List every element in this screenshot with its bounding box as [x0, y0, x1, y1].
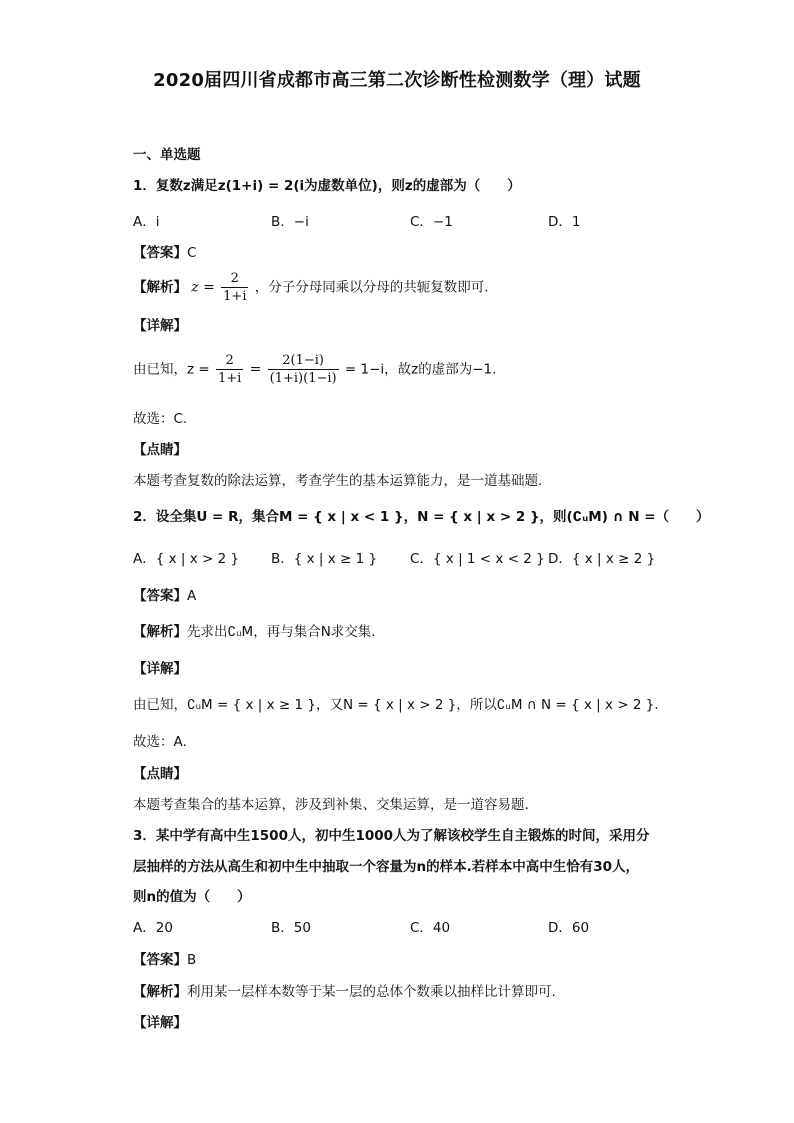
q2-option-a: A．{ x | x > 2 }	[133, 551, 240, 567]
q2-answer-value: A	[187, 588, 197, 604]
q1-detail-post: = 1−i，故z的虚部为−1.	[344, 361, 497, 378]
q1-detail	[133, 352, 496, 387]
q2-analysis-text: 先求出∁ᵤM，再与集合N求交集.	[187, 624, 376, 640]
q3-option-a: A．20	[133, 920, 173, 936]
answer-label: 【答案】	[133, 588, 187, 604]
q1-detail-pre: 由已知，z =	[133, 361, 210, 378]
q1-analysis-fraction: $\frac{2}{1+i}$	[223, 271, 247, 304]
answer-label: 【答案】	[133, 952, 187, 968]
q2-analysis	[133, 622, 376, 642]
q2-detail-label: 【详解】	[133, 661, 187, 677]
q2-option-b: B．{ x | x ≥ 1 }	[271, 551, 378, 567]
q1-choose: 故选：C.	[133, 411, 188, 427]
q1-comment-label: 【点睛】	[133, 442, 187, 458]
question-2-stem: 2．设全集U = R，集合M = { x | x < 1 }，N = { x | x > 2 }，则(∁ᵤM) ∩ N =（ ）	[133, 509, 710, 525]
q1-detail-eq: =	[249, 361, 262, 378]
q1-option-b: B．−i	[271, 214, 309, 230]
q1-detail-label: 【详解】	[133, 318, 187, 334]
q3-option-c: C．40	[410, 920, 451, 936]
q1-option-d: D．1	[548, 214, 581, 230]
question-1-stem: 1．复数z满足z(1+i) = 2(i为虚数单位)，则z的虚部为（ ）	[133, 178, 521, 194]
q3-answer	[133, 950, 196, 970]
q2-answer	[133, 586, 196, 606]
question-2-options	[133, 549, 693, 569]
q2-choose: 故选：A.	[133, 734, 187, 750]
q1-option-a: A．i	[133, 214, 160, 230]
q3-detail-label: 【详解】	[133, 1015, 187, 1031]
analysis-label: 【解析】	[133, 624, 187, 640]
q3-option-d: D．60	[548, 920, 590, 936]
question-3-stem-line-3: 则n的值为（ ）	[133, 889, 251, 905]
q1-option-c: C．−1	[410, 214, 453, 230]
q3-analysis	[133, 982, 556, 1002]
q2-option-c: C．{ x | 1 < x < 2 }	[410, 551, 545, 567]
q1-analysis-text: ，分子分母同乘以分母的共轭复数即可.	[254, 279, 489, 296]
q2-detail: 由已知，∁ᵤM = { x | x ≥ 1 }，又N = { x | x > 2 }，所以∁ᵤM ∩ N = { x | x > 2 }.	[133, 697, 659, 713]
q1-analysis	[133, 270, 489, 305]
q3-option-b: B．50	[271, 920, 311, 936]
q2-comment-label: 【点睛】	[133, 766, 187, 782]
question-3-stem-line-1: 3．某中学有高中生1500人，初中生1000人为了解该校学生自主锻炼的时间，采用分	[133, 828, 650, 844]
analysis-label: 【解析】	[133, 984, 187, 1000]
section-heading: 一、单选题	[133, 147, 201, 163]
q2-comment: 本题考查集合的基本运算，涉及到补集、交集运算，是一道容易题.	[133, 797, 529, 813]
q2-option-d: D．{ x | x ≥ 2 }	[548, 551, 656, 567]
q1-detail-fraction-1: $\frac{2}{1+i}$	[218, 353, 242, 386]
question-3-stem-line-2: 层抽样的方法从高生和初中生中抽取一个容量为n的样本.若样本中高中生恰有30人，	[133, 859, 640, 875]
q1-detail-fraction-2: $\frac{2(1-i)}{(1+i)(1-i)}$	[269, 353, 337, 386]
question-1-options	[133, 212, 693, 232]
q1-answer-value: C	[187, 245, 197, 261]
question-3-options	[133, 918, 693, 938]
answer-label: 【答案】	[133, 245, 187, 261]
q1-answer	[133, 243, 196, 263]
q1-analysis-lhs: z =	[191, 279, 215, 296]
q3-answer-value: B	[187, 952, 197, 968]
q1-comment: 本题考查复数的除法运算，考查学生的基本运算能力，是一道基础题.	[133, 473, 543, 489]
q3-analysis-text: 利用某一层样本数等于某一层的总体个数乘以抽样比计算即可.	[187, 984, 556, 1000]
page-title: 2020届四川省成都市高三第二次诊断性检测数学（理）试题	[153, 70, 641, 91]
analysis-label: 【解析】	[133, 279, 187, 296]
